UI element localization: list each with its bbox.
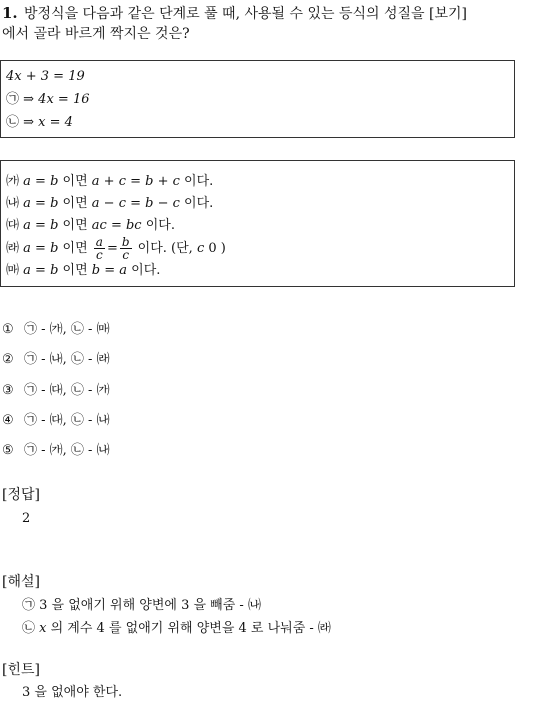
explanation-variable: x [39,621,47,636]
choice-text: ㉠ - ㈐, ㉡ - ㈏ [24,413,110,428]
example-tail: 이다. (단, [133,241,197,256]
example-tail: 이다. [179,196,214,211]
example-condition: a = b [23,263,59,278]
step-marker: ㉡ [6,115,20,130]
question-number: 1. [2,4,18,22]
example-result: a − c = b − c [91,196,180,211]
explanation-line1: ㉠ 3 을 없애기 위해 양변에 3 을 빼줌 - ㈏ [22,598,261,613]
choice-5[interactable] [2,442,110,460]
example-marker: ㈎ [6,174,20,189]
example-connector: 이면 [58,196,92,211]
example-marker: ㈐ [6,218,20,233]
example-cond-var: c [196,241,205,256]
explanation-marker: ㉡ [22,621,40,636]
question-text-line1: 방정식을 다음과 같은 단계로 풀 때, 사용될 수 있는 등식의 성질을 [보기] [24,6,467,22]
step-line-2 [6,115,73,131]
example-marker: ㈑ [6,241,20,256]
choice-1[interactable] [2,321,110,339]
choice-number: ③ [2,383,14,398]
question-text-line2: 에서 골라 바르게 짝지은 것은? [2,26,190,42]
explanation-text: 의 계수 4 를 없애기 위해 양변을 4 로 나눠줌 - ㈑ [46,621,331,636]
choice-text: ㉠ - ㈎, ㉡ - ㈏ [24,443,110,458]
example-tail: 이다. [179,174,214,189]
example-line-0 [6,174,213,190]
explanation-label: [해설] [2,574,40,590]
example-line-2 [6,218,175,234]
example-result: ac = bc [91,218,142,233]
fraction-numerator: b [121,235,130,249]
fraction-numerator: a [95,235,103,249]
example-tail: 이다. [127,263,161,278]
step-text: ⇒ x = 4 [23,115,73,130]
fraction-equals: = [106,241,118,256]
choice-number: ② [2,352,14,367]
hint-text: 3 을 없애야 한다. [22,685,123,700]
example-condition: a = b [23,174,59,189]
choice-4[interactable] [2,412,110,430]
example-connector: 이면 [58,174,92,189]
example-line-1 [6,196,213,212]
explanation-line2 [22,620,331,638]
example-result: a + c = b + c [91,174,180,189]
example-line-3 [6,235,226,263]
fraction-denominator: c [95,248,103,262]
choice-text: ㉠ - ㈐, ㉡ - ㈎ [24,383,110,398]
choice-text: ㉠ - ㈏, ㉡ - ㈑ [24,352,110,367]
example-marker: ㈏ [6,196,20,211]
example-condition: a = b [23,218,59,233]
choice-number: ④ [2,413,14,428]
choice-3[interactable] [2,382,110,400]
answer-label: [정답] [2,487,40,503]
step-text: ⇒ 4x = 16 [23,92,90,107]
answer-value: 2 [22,511,31,526]
step-text: 4x + 3 = 19 [6,69,85,84]
steps-box [0,60,515,138]
step-line-1 [6,92,89,108]
example-connector: 이면 [58,241,92,256]
example-result: b = a [91,263,128,278]
choice-number: ⑤ [2,443,14,458]
choice-number: ① [2,322,14,337]
choice-2[interactable] [2,351,110,369]
example-marker: ㈒ [6,263,20,278]
examples-box [0,160,515,287]
choice-text: ㉠ - ㈎, ㉡ - ㈒ [24,322,110,337]
example-condition: a = b [23,196,59,211]
fraction-b-over-c [120,236,132,261]
example-cond-tail: 0 ) [204,241,226,256]
example-tail: 이다. [141,218,175,233]
fraction-denominator: c [122,248,130,262]
step-line-0 [6,69,85,85]
step-marker: ㉠ [6,92,20,107]
example-line-4 [6,263,160,279]
example-condition: a = b [23,241,59,256]
example-connector: 이면 [58,218,92,233]
example-connector: 이면 [58,263,92,278]
hint-label: [힌트] [2,662,40,678]
fraction-a-over-c [94,236,105,261]
